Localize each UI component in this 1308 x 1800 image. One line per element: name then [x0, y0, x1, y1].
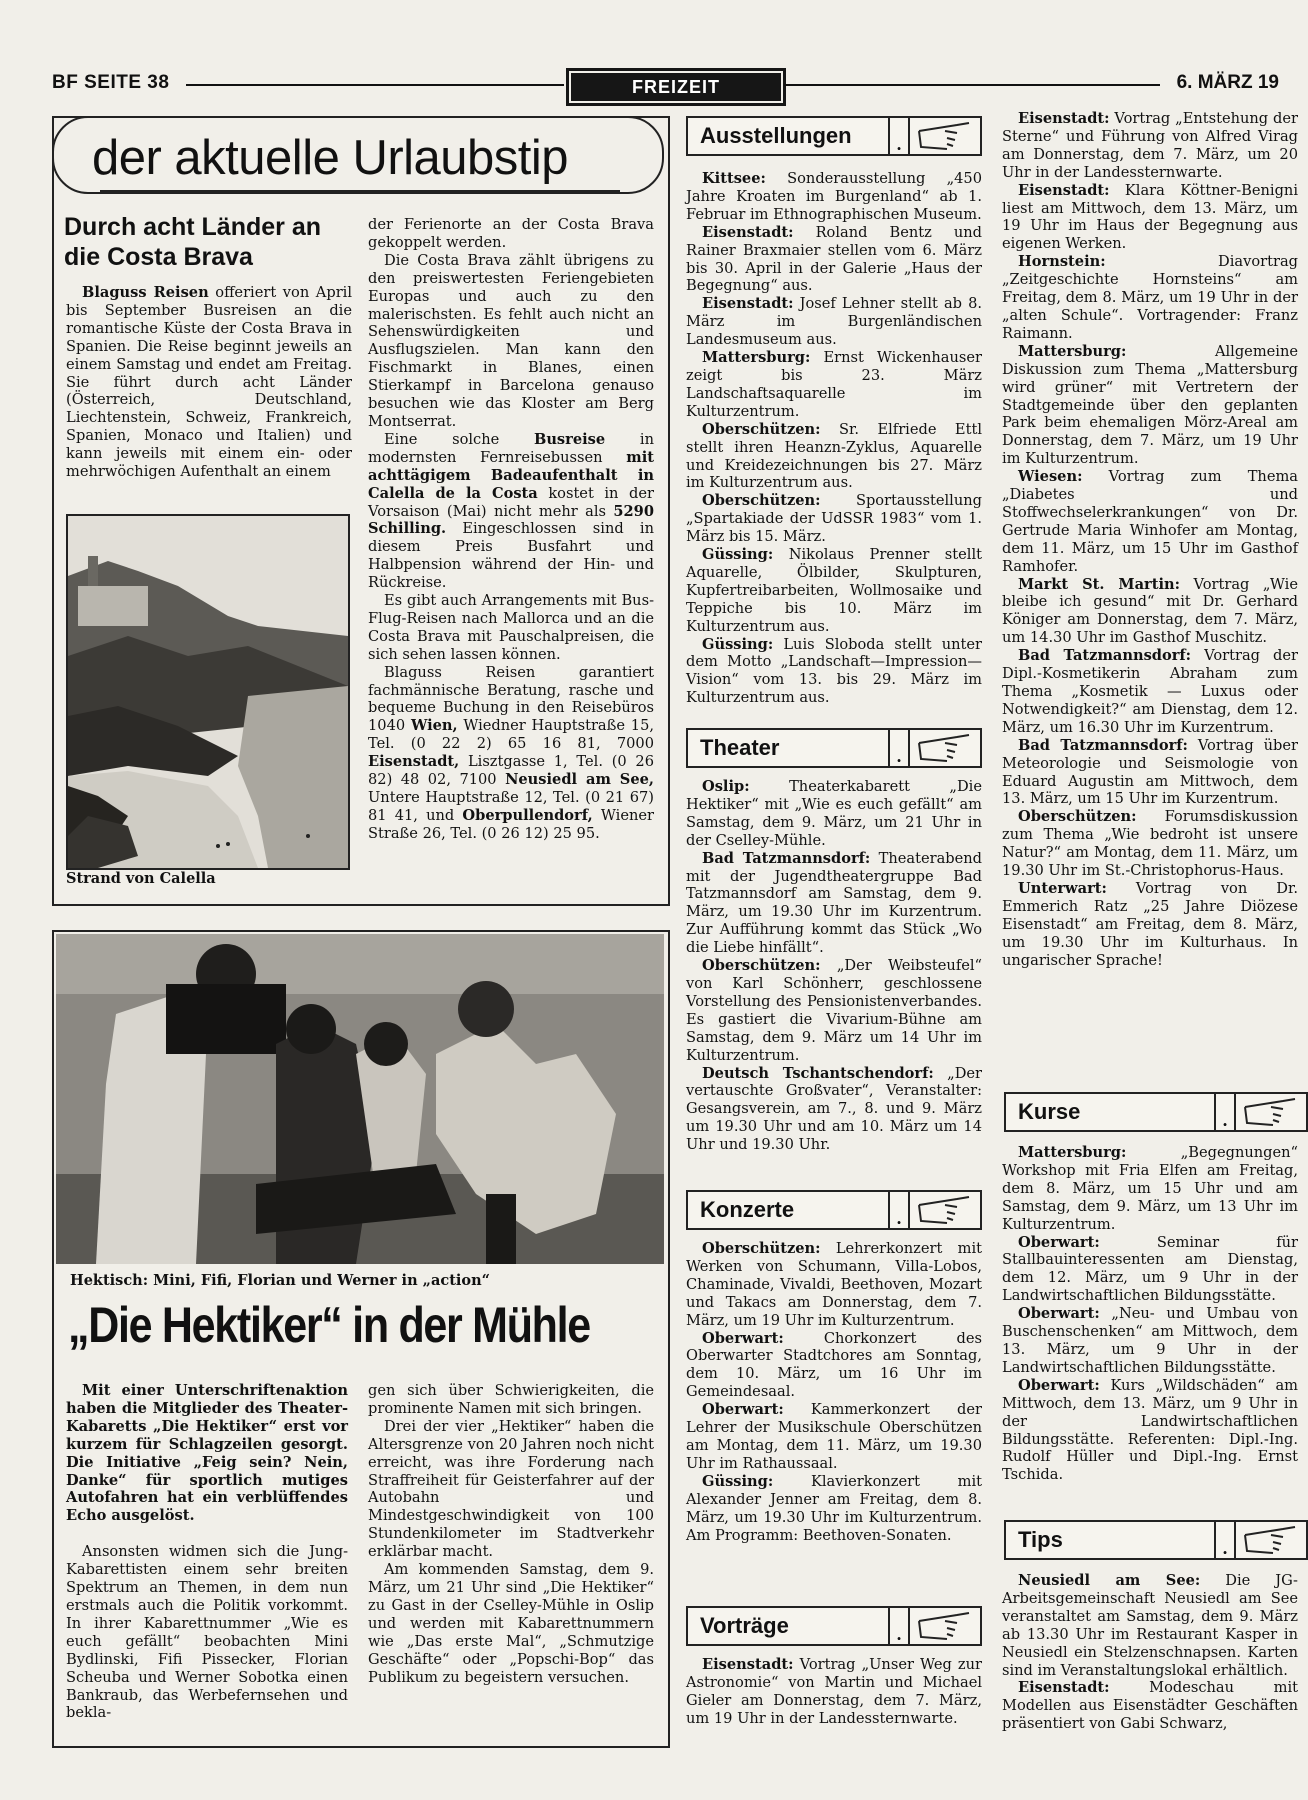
travel-col1-text: offeriert von April bis September Busreisen an die romantische Küste der Costa Brava in Spanien. Die Reise beginnt jeweils an einem Samstag und endet am Freitag. Sie führt durch acht Länder (Österreich, Deutschland, Liechtenstein, Schweiz, Frankreich, Spanien, Monaco und Italien) und kann jeweils mit einem ein- oder mehrwöchigen Aufenthalt an einem: [66, 284, 352, 481]
section-kurse-title: Kurse: [1018, 1099, 1081, 1124]
section-title: FREIZEIT: [566, 68, 786, 106]
theater-list: [686, 778, 982, 1154]
event-text: „Der Weibsteufel“ von Karl Schönherr, geschlossene Vorstellung des Pensionistenverbandes. Es gastiert die Vivarium-Bühne am Samstag, dem 9. März um 14 Uhr im Kulturzentrum.: [686, 957, 982, 1064]
travel-paragraph-booking: Blaguss Reisen garantiert fachmännische Beratung, rasche und bequeme Buchung in den Reisebüros 1040 Wien, Wiedner Hauptstraße 15, Tel. (0 22 2) 65 16 81, 7000 Eisenstadt, Lisztgasse 1, Tel. (0 26 82) 48 02, 7100 Neusiedl am See, Untere Hauptstraße 12, Tel. (0 21 67) 81 41, und Oberpullendorf, Wiener Straße 26, Tel. (0 26 12) 25 95.: [368, 663, 655, 842]
event-place: Oberschützen:: [702, 1240, 821, 1257]
event-text: Die JG-Arbeitsgemeinschaft Neusiedl am See veranstaltet am Samstag, dem 9. März ab 13.30 Uhr im Restaurant Kasper in Neusiedl ein Stelzenschnapsen. Karten sind im Veranstaltungslokal erhältlich.: [1002, 1572, 1298, 1679]
event-place: Güssing:: [702, 635, 774, 653]
event-place: Hornstein:: [1018, 253, 1106, 271]
dot-icon: .: [1214, 1094, 1236, 1130]
event-entry: [1002, 1377, 1298, 1484]
travel-col1: [66, 284, 352, 481]
event-text: Luis Sloboda stellt unter dem Motto „Landschaft—Impression—Vision“ vom 13. bis 29. März im Kulturzentrum aus.: [686, 635, 982, 707]
event-entry: [1002, 182, 1298, 254]
event-entry: [1002, 1679, 1298, 1733]
event-place: Bad Tatzmannsdorf:: [702, 849, 871, 867]
event-place: Bad Tatzmannsdorf:: [1018, 647, 1192, 665]
event-entry: [686, 1065, 982, 1155]
event-place: Oberschützen:: [702, 420, 821, 438]
kurse-list: [1002, 1144, 1298, 1484]
tips-list: [1002, 1572, 1298, 1733]
travel-paragraph: Die Costa Brava zählt übrigens zu den preiswertesten Feriengebieten Europas und auch zu den malerischsten. Es fehlt auch nicht an Sehenswürdigkeiten und Ausflugszielen. Man kann den Fischmarkt in Blanes, einen Stierkampf in Barcelona genauso besuchen wie das Kloster am Berg Montserrat.: [368, 251, 654, 430]
event-entry: [1002, 647, 1298, 737]
hektiker-illustration: [56, 934, 664, 1264]
event-place: Oberwart:: [1018, 1233, 1100, 1251]
event-place: Mattersburg:: [702, 349, 811, 367]
event-entry: [686, 1401, 982, 1473]
event-text: Theaterkabarett „Die Hektiker“ mit „Wie es euch gefällt“ am Samstag, dem 9. März, um 21 Uhr in der Cselley-Mühle.: [686, 778, 982, 849]
event-text: Vortrag von Dr. Emmerich Ratz „25 Jahre Diözese Eisenstadt“ am Freitag, dem 8. März, um 19.30 Uhr im Kulturhaus. In ungarischer Sprache!: [1002, 879, 1298, 969]
event-text: Vortrag über Meteorologie und Seismologie von Eduard Augustin am Mittwoch, dem 13. März, um 15 Uhr im Kurzentrum.: [1002, 736, 1298, 808]
event-entry: [686, 295, 982, 349]
beach-photo: [66, 514, 350, 870]
event-place: Deutsch Tschantschendorf:: [702, 1064, 934, 1082]
event-text: Theaterabend mit der Jugendtheatergruppe Bad Tatzmannsdorf am Samstag, dem 9. März, um 19.30 Uhr im Kurzentrum. Zur Aufführung kommt das Stück „Wo die Liebe hinfällt“.: [686, 849, 982, 957]
section-konzerte-title: Konzerte: [700, 1197, 795, 1222]
event-entry: [686, 421, 982, 493]
section-vortraege: [686, 1606, 982, 1646]
event-text: Seminar für Stallbauinteressenten am Dienstag, dem 12. März, um 9 Uhr in der Landwirtschaftlichen Bildungsstätte.: [1002, 1233, 1298, 1305]
issue-date: 6. MÄRZ 19: [1176, 72, 1279, 93]
pointing-hand-icon: [1236, 1094, 1306, 1130]
event-place: Oberwart:: [702, 1329, 784, 1347]
event-entry: [1002, 1144, 1298, 1234]
event-text: Ernst Wickenhauser zeigt bis 23. März Landschaftsaquarelle im Kulturzentrum.: [686, 349, 982, 420]
event-text: Sportausstellung „Spartakiade der UdSSR 1983“ vom 1. März bis 15. März.: [686, 492, 982, 546]
event-entry: [1002, 737, 1298, 809]
event-entry: [686, 546, 982, 636]
event-text: Klara Köttner-Benigni liest am Mittwoch, dem 13. März, um 19 Uhr im Haus der Begegnung aus eigenen Werken.: [1002, 181, 1298, 253]
event-entry: [686, 349, 982, 421]
hektiker-intro: Mit einer Unterschriftenaktion haben die Mitglieder des Theater-Kabaretts „Die Hektiker“ erst vor kurzem für Schlagzeilen gesorgt. Die Initiative „Feig sein? Nein, Danke“ für sportlich mutiges Autofahren hat ein verblüffendes Echo ausgelöst.: [66, 1382, 348, 1525]
event-entry: [1002, 253, 1298, 343]
event-text: Sonderausstellung „450 Jahre Kroaten im Burgenland“ ab 1. Februar im Ethnographischen Museum.: [686, 170, 982, 223]
pointing-hand-icon: [910, 1608, 980, 1644]
event-place: Mattersburg:: [1018, 1144, 1127, 1161]
event-entry: [686, 1656, 982, 1728]
event-place: Eisenstadt:: [702, 223, 794, 241]
event-entry: [686, 1473, 982, 1545]
event-place: Eisenstadt:: [702, 1656, 794, 1673]
hektiker-headline: „Die Hektiker“ in der Mühle: [68, 1297, 590, 1353]
event-place: Oberwart:: [1018, 1305, 1100, 1323]
event-place: Oberwart:: [702, 1401, 784, 1419]
pointing-hand-icon: [910, 118, 980, 154]
section-kurse: [1004, 1092, 1308, 1132]
dot-icon: .: [888, 1608, 910, 1644]
event-entry: [1002, 343, 1298, 468]
event-entry: [1002, 1305, 1298, 1377]
section-tips: [1004, 1520, 1308, 1560]
section-tips-title: Tips: [1018, 1527, 1063, 1552]
event-text: Josef Lehner stellt ab 8. März im Burgenländischen Landesmuseum aus.: [686, 295, 982, 349]
event-place: Eisenstadt:: [1018, 181, 1110, 199]
banner-title: der aktuelle Urlaubstip: [92, 131, 569, 185]
event-entry: [686, 492, 982, 546]
hektiker-photo: [56, 934, 664, 1264]
pointing-hand-icon: [910, 1192, 980, 1228]
event-text: „Begegnungen“ Workshop mit Fria Elfen am Freitag, dem 8. März, um 15 Uhr und am Samstag, dem 9. März, um 13 Uhr im Kulturzentrum.: [1002, 1144, 1298, 1233]
hektiker-col1: [66, 1382, 348, 1722]
hektiker-paragraph: Drei der vier „Hektiker“ haben die Altersgrenze von 20 Jahren noch nicht erreicht, was ihre Forderung nach Straffreiheit für Geisterfahrer auf der Autobahn und Mindestgeschwindigkeit von 100 Stundenkilometer im Stadtverkehr erklärbar macht.: [368, 1417, 654, 1561]
event-place: Unterwart:: [1018, 879, 1107, 897]
hektiker-col2: [368, 1382, 654, 1686]
event-text: Roland Bentz und Rainer Braxmaier stellen vom 6. März bis 30. April in der Galerie „Haus der Begegnung“ aus.: [686, 223, 982, 295]
header-rule-right: [784, 84, 1160, 86]
travel-col2: [368, 216, 654, 843]
event-entry: [686, 1240, 982, 1330]
travel-paragraph: der Ferienorte an der Costa Brava gekoppelt werden.: [368, 216, 654, 251]
hektiker-paragraph: Ansonsten widmen sich die Jung-Kabarettisten einem sehr breiten Spektrum an Themen, in dem nun erstmals auch die Politik vorkommt. In ihrer Kabarettnummer „Wie es euch gefällt“ beobachten Mini Bydlinski, Fifi Pissecker, Florian Scheuba und Werner Sobotka einen Bankraub, das Werbefernsehen und bekla-: [66, 1543, 348, 1722]
event-place: Eisenstadt:: [1018, 1679, 1110, 1697]
event-entry: [1002, 576, 1298, 648]
event-text: Lehrerkonzert mit Werken von Schumann, Villa-Lobos, Chaminade, Vivaldi, Beethoven, Mozart und Takacs am Donnerstag, dem 7. März, um 19 Uhr im Kulturzentrum.: [686, 1240, 982, 1329]
event-place: Neusiedl am See:: [1018, 1572, 1201, 1589]
dot-icon: .: [888, 1192, 910, 1228]
event-place: Oslip:: [702, 778, 750, 795]
event-place: Kittsee:: [702, 170, 766, 187]
event-entry: [1002, 808, 1298, 880]
lead-company: Blaguss Reisen: [82, 284, 209, 301]
event-place: Oberschützen:: [702, 957, 821, 975]
event-text: Vortrag „Entstehung der Sterne“ und Führung von Alfred Virag am Donnerstag, dem 7. März, um 20 Uhr in der Landessternwarte.: [1002, 110, 1298, 181]
hektiker-paragraph: gen sich über Schwierigkeiten, die prominente Namen mit sich bringen.: [368, 1382, 654, 1417]
event-text: Vortrag der Dipl.-Kosmetikerin Abraham zum Thema „Kosmetik — Luxus oder Notwendigkeit?“ am Dienstag, dem 12. März, um 16.30 Uhr im Kurzentrum.: [1002, 647, 1298, 736]
event-entry: [1002, 1234, 1298, 1306]
pointing-hand-icon: [910, 730, 980, 766]
header-rule-left: [186, 84, 564, 86]
event-place: Oberschützen:: [702, 492, 821, 510]
event-text: Modeschau mit Modellen aus Eisenstädter Geschäften präsentiert von Gabi Schwarz,: [1002, 1679, 1298, 1733]
event-entry: [686, 170, 982, 224]
section-theater: [686, 728, 982, 768]
event-place: Mattersburg:: [1018, 342, 1127, 360]
event-text: Nikolaus Prenner stellt Aquarelle, Ölbilder, Skulpturen, Kupfertreibarbeiten, Wollmosaike und Teppiche bis 10. März im Kulturzentrum aus.: [686, 546, 982, 635]
event-text: Sr. Elfriede Ettl stellt ihren Heanzn-Zyklus, Aquarelle und Kreidezeichnungen bis 27. März im Kulturzentrum aus.: [686, 420, 982, 492]
event-place: Wiesen:: [1018, 468, 1083, 486]
event-text: Vortrag „Unser Weg zur Astronomie“ von Martin und Michael Gieler am Donnerstag, dem 7. März, um 19 Uhr in der Landessternwarte.: [686, 1656, 982, 1727]
event-entry: [1002, 110, 1298, 182]
event-text: Kammerkonzert der Lehrer der Musikschule Oberschützen am Montag, dem 11. März, um 19.30 Uhr im Rathaussaal.: [686, 1401, 982, 1472]
event-text: Allgemeine Diskussion zum Thema „Mattersburg wird grüner“ mit Vertretern der Stadtgemeinde über den geplanten Park beim ehemaligen Mörz-Areal am Donnerstag, dem 7. März, um 19 Uhr im Kulturzentrum.: [1002, 342, 1298, 468]
event-place: Güssing:: [702, 546, 774, 564]
event-text: „Neu- und Umbau von Buschenschenken“ am Mittwoch, dem 13. März, um 9 Uhr in der Landwirtschaftlichen Bildungsstätte.: [1002, 1305, 1298, 1376]
event-text: Forumsdiskussion zum Thema „Wie bedroht ist unsere Natur?“ am Montag, dem 11. März, um 19.30 Uhr im St.-Christophorus-Haus.: [1002, 808, 1298, 880]
event-entry: [686, 636, 982, 708]
section-vortraege-title: Vorträge: [700, 1613, 789, 1638]
event-entry: [1002, 1572, 1298, 1679]
event-entry: [1002, 468, 1298, 575]
event-text: Chorkonzert des Oberwarter Stadtchores am Sonntag, dem 10. März, um 16 Uhr im Gemeindesaal.: [686, 1329, 982, 1401]
event-place: Oberwart:: [1018, 1376, 1100, 1394]
event-entry: [1002, 880, 1298, 970]
vortraege-list: [686, 1656, 982, 1728]
page-number: BF SEITE 38: [52, 72, 170, 93]
ausstellungen-list: [686, 170, 982, 707]
travel-paragraph: Es gibt auch Arrangements mit Bus-Flug-Reisen nach Mallorca und an die Costa Brava mit Pauschalpreisen, die sich sehen lassen können.: [368, 592, 654, 663]
event-text: Vortrag „Wie bleibe ich gesund“ mit Dr. Gerhard Königer am Donnerstag, dem 7. März, um 14.30 Uhr im Gasthof Muschitz.: [1002, 575, 1298, 647]
beach-photo-caption: Strand von Calella: [66, 870, 216, 887]
event-text: Diavortrag „Zeitgeschichte Hornsteins“ am Freitag, dem 8. März, um 19 Uhr in der „alten Schule“. Vortragender: Franz Raimann.: [1002, 253, 1298, 342]
event-place: Güssing:: [702, 1472, 774, 1490]
event-entry: [686, 1330, 982, 1402]
section-theater-title: Theater: [700, 735, 780, 760]
section-ausstellungen-title: Ausstellungen: [700, 123, 852, 148]
konzerte-list: [686, 1240, 982, 1544]
event-text: Klavierkonzert mit Alexander Jenner am Freitag, dem 8. März, um 19.30 Uhr im Kulturzentrum. Am Programm: Beethoven-Sonaten.: [686, 1472, 982, 1544]
dot-icon: .: [1214, 1522, 1236, 1558]
event-place: Eisenstadt:: [702, 295, 794, 313]
event-entry: [686, 224, 982, 296]
event-place: Oberschützen:: [1018, 808, 1137, 826]
section-ausstellungen: [686, 116, 982, 156]
event-place: Eisenstadt:: [1018, 110, 1110, 127]
beach-illustration: [68, 516, 348, 868]
pointing-hand-icon: [1236, 1522, 1306, 1558]
event-text: Kurs „Wildschäden“ am Mittwoch, dem 13. März, um 9 Uhr in der Landwirtschaftlichen Bildungsstätte. Referenten: Dipl.-Ing. Rudolf Hüller und Dipl.-Ing. Ernst Tschida.: [1002, 1376, 1298, 1484]
dot-icon: .: [888, 118, 910, 154]
section-konzerte: [686, 1190, 982, 1230]
event-entry: [686, 778, 982, 850]
event-place: Markt St. Martin:: [1018, 575, 1181, 593]
event-entry: [686, 850, 982, 957]
travel-headline: Durch acht Länder an die Costa Brava: [64, 213, 321, 271]
event-place: Bad Tatzmannsdorf:: [1018, 736, 1188, 754]
hektiker-paragraph: Am kommenden Samstag, dem 9. März, um 21 Uhr sind „Die Hektiker“ zu Gast in der Cselley-Mühle in Oslip und werden mit Kabarettnummern wie „Das erste Mal“, „Schmutzige Geschäfte“ oder „Popschi-Bop“ das Publikum zu begeistern versuchen.: [368, 1561, 654, 1686]
event-entry: [686, 957, 982, 1064]
event-text: „Der vertauschte Großvater“, Veranstalter: Gesangsverein, am 7., 8. und 9. März um 19.30 Uhr und am 10. März um 14 Uhr und 19.30 Uhr.: [686, 1064, 983, 1154]
event-text: Vortrag zum Thema „Diabetes und Stoffwechselerkrankungen“ von Dr. Gertrude Maria Winhofer am Montag, dem 11. März, um 15 Uhr im Gasthof Ramhofer.: [1002, 468, 1298, 575]
dot-icon: .: [888, 730, 910, 766]
travel-paragraph-price: Eine solche Busreise in modernsten Fernreisebussen mit achttägigem Badeaufenthalt in Calella de la Costa kostet in der Vorsaison (Mai) nicht mehr als 5290 Schilling. Eingeschlossen sind in diesem Preis Busfahrt und Halbpension während der Hin- und Rückreise.: [368, 430, 654, 592]
col4-intro-list: [1002, 110, 1298, 970]
banner-underline: [100, 190, 620, 192]
hektiker-photo-caption: Hektisch: Mini, Fifi, Florian und Werner in „action“: [70, 1272, 490, 1289]
